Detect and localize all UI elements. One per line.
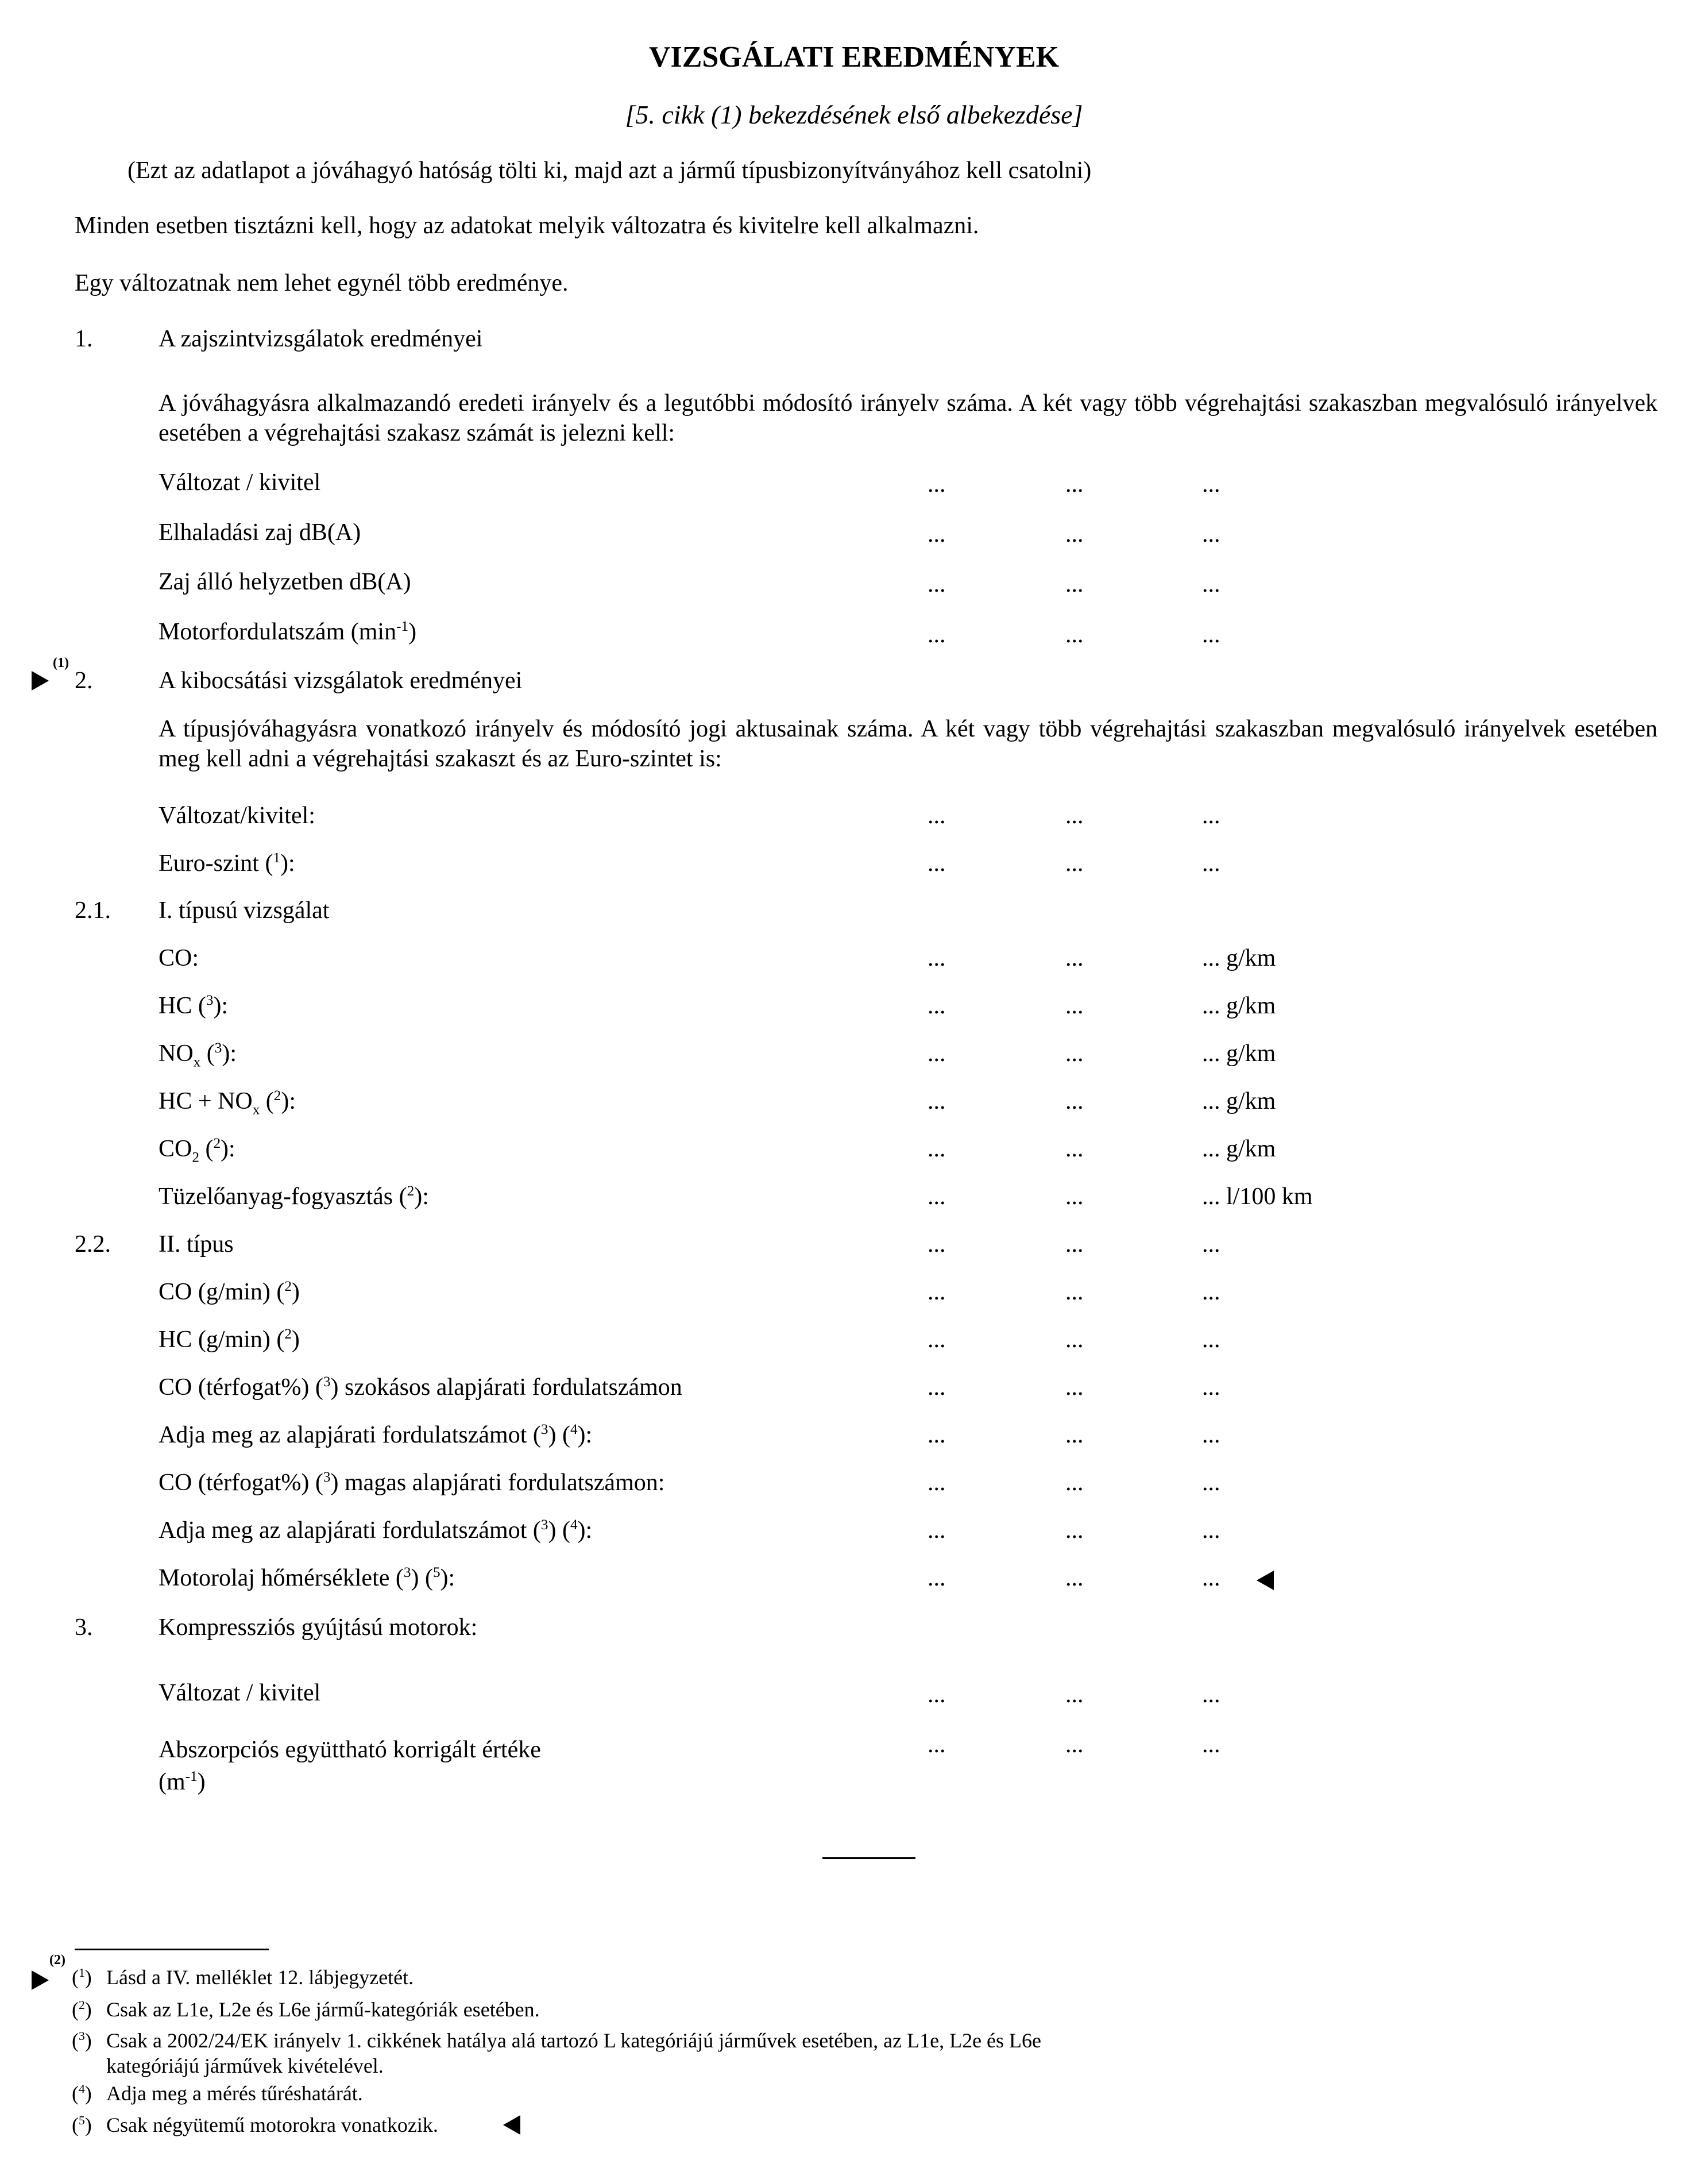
section-1-title: A zajszintvizsgálatok eredményei [159,326,483,352]
s1-stationary-noise-label: Zaj álló helyzetben dB(A) [159,569,411,595]
s21-fuel-dots-2: ... [1065,1183,1084,1210]
footnote-1-text: Lásd a IV. melléklet 12. lábjegyzetét. [106,1966,414,1989]
s21-fuel-unit: ... l/100 km [1202,1183,1313,1210]
page-subtitle: [5. cikk (1) bekezdésének első albekezdése] [625,100,1083,129]
s21-nox-label: $NO_x$ ($^3$): [159,1040,237,1070]
s22-r3-dots-2: ... [1065,1374,1084,1401]
s1-engine-speed-label: Motorfordulatszám $(\min^{-1})$ [159,619,417,645]
s1-r2-dots-1: ... [928,521,946,547]
s1-r2-dots-2: ... [1065,521,1084,547]
s21-fuel-label: Tüzelőanyag-fogyasztás ($^2$): [159,1183,429,1210]
s21-co-dots-2: ... [1065,945,1084,971]
s22-r7-dots-3: ... [1202,1565,1220,1591]
header-note: (Ezt az adatlapot a jóváhagyó hatóság tölti ki, majd azt a jármű típusbizonyítványához kell csatolni) [127,157,1092,184]
s3-abs-dots-2: ... [1065,1731,1084,1758]
s21-hcnox-dots-2: ... [1065,1088,1084,1114]
section-2-2-number: 2.2. [75,1231,111,1258]
s22-title-dots-1: ... [928,1231,946,1258]
s21-co-dots-1: ... [928,945,946,971]
section-2-1-number: 2.1. [75,897,111,924]
s22-idle-speed-label-2: Adja meg az alapjárati fordulatszámot ($^3$) ($^4$): [159,1517,593,1544]
footnote-3-number: ($^3$) [72,2029,92,2052]
s1-r4-dots-3: ... [1202,622,1220,648]
s1-r3-dots-1: ... [928,571,946,597]
page-title: VIZSGÁLATI EREDMÉNYEK [648,41,1060,74]
s22-r2-dots-3: ... [1202,1326,1220,1353]
s22-r6-dots-2: ... [1065,1517,1084,1544]
s22-title-dots-2: ... [1065,1231,1084,1258]
s22-r2-dots-1: ... [928,1326,946,1353]
footnote-2-number: ($^2$) [72,1998,92,2021]
s21-co2-dots-2: ... [1065,1136,1084,1162]
section-1-description: A jóváhagyásra alkalmazandó eredeti irányelv és a legutóbbi módosító irányelv száma. A két vagy több végrehajtási szakaszban megvalósuló irányelvek esetében a végrehajtási szakasz számát is jelezni kell: [159,390,1657,446]
s21-hcnox-dots-1: ... [928,1088,946,1114]
s1-r4-dots-2: ... [1065,622,1084,648]
s21-nox-dots-2: ... [1065,1040,1084,1067]
s21-fuel-dots-1: ... [928,1183,946,1210]
section-2-number: 2. [75,668,93,694]
section-3-number: 3. [75,1614,93,1641]
s21-co-label: CO: [159,945,199,971]
section-end-divider [822,1857,915,1859]
footnote-2-text: Csak az L1e, L2e és L6e jármű-kategóriák esetében. [106,1998,540,2021]
s22-r1-dots-1: ... [928,1279,946,1305]
s22-co-high-idle-label: CO (térfogat%) ($^3$) magas alapjárati fordulatszámon: [159,1469,665,1496]
intro-text-1: Minden esetben tisztázni kell, hogy az adatokat melyik változatra és kivitelre kell alkalmazni. [75,213,979,239]
s22-r3-dots-1: ... [928,1374,946,1401]
s2-variant-dots-3: ... [1202,803,1220,829]
amendment-end-arrow-icon [1257,1571,1274,1590]
s22-oil-temp-label: Motorolaj hőmérséklete ($^3$) ($^5$): [159,1565,455,1591]
section-2-2-title: II. típus [159,1231,234,1258]
s21-co-unit: ... g/km [1202,945,1276,971]
section-3-title: Kompressziós gyújtású motorok: [159,1614,478,1641]
section-2-description: A típusjóváhagyásra vonatkozó irányelv és módosító jogi aktusainak száma. A két vagy több végrehajtási szakaszban megvalósuló irányelvek esetében meg kell adni a végrehajtási szakaszt és az Euro-szintet is: [159,716,1657,772]
s21-hc-label: HC ($^3$): [159,993,229,1019]
footnote-4-number: ($^4$) [72,2082,92,2105]
s22-co-normal-idle-label: CO (térfogat%) ($^3$) szokásos alapjárati fordulatszámon [159,1374,682,1401]
s22-co-gmin-label: CO (g/min) ($^2$) [159,1279,300,1305]
section-2-1-title: I. típusú vizsgálat [159,897,330,924]
s22-idle-speed-label-1: Adja meg az alapjárati fordulatszámot ($^3$) ($^4$): [159,1422,593,1448]
amendment-start-arrow-icon [32,671,49,691]
amendment-marker-2: (2) [49,1953,65,1968]
s22-hc-gmin-label: HC (g/min) ($^2$) [159,1326,300,1353]
s22-r4-dots-3: ... [1202,1422,1220,1448]
s3-absorption-label: Abszorpciós együttható korrigált értéke $(m^{-1})$ [159,1737,541,1795]
s22-r6-dots-1: ... [928,1517,946,1544]
s3-variant-label: Változat / kivitel [159,1680,321,1706]
s22-r7-dots-1: ... [928,1565,946,1591]
s2-variant-dots-2: ... [1065,803,1084,829]
s2-euro-dots-1: ... [928,850,946,877]
footnote-3-text: Csak a 2002/24/EK irányelv 1. cikkének hatálya alá tartozó L kategóriájú járművek esetében, az L1e, L2e és L6e kategóriájú járművek kivételével. [106,2029,1042,2077]
s1-passing-noise-label: Elhaladási zaj dB(A) [159,519,361,546]
footnote-amendment-start-arrow-icon [32,1970,49,1990]
s22-r5-dots-3: ... [1202,1469,1220,1496]
s21-co2-dots-1: ... [928,1136,946,1162]
s1-r1-dots-1: ... [928,471,946,497]
s22-r3-dots-3: ... [1202,1374,1220,1401]
s22-r5-dots-2: ... [1065,1469,1084,1496]
s1-r1-dots-3: ... [1202,471,1220,497]
footnote-5-number: ($^5$) [72,2113,92,2136]
s21-co2-unit: ... g/km [1202,1136,1276,1162]
s22-title-dots-3: ... [1202,1231,1220,1258]
s2-euro-dots-3: ... [1202,850,1220,877]
s22-r6-dots-3: ... [1202,1517,1220,1544]
s1-r2-dots-3: ... [1202,521,1220,547]
s1-r3-dots-2: ... [1065,571,1084,597]
s21-hc-dots-2: ... [1065,993,1084,1019]
s22-r1-dots-2: ... [1065,1279,1084,1305]
s21-hc-dots-1: ... [928,993,946,1019]
s2-euro-level-label: Euro-szint ($^1$): [159,850,295,877]
s3-abs-dots-1: ... [928,1731,946,1758]
s1-r4-dots-1: ... [928,622,946,648]
s22-r4-dots-1: ... [928,1422,946,1448]
s3-variant-dots-1: ... [928,1681,946,1708]
footnote-1-number: ($^1$) [72,1966,92,1989]
s22-r4-dots-2: ... [1065,1422,1084,1448]
amendment-marker-1: (1) [53,655,69,670]
s3-abs-dots-3: ... [1202,1731,1220,1758]
footnote-amendment-end-arrow-icon [503,2115,520,2135]
footnote-divider [75,1949,269,1950]
s2-variant-dots-1: ... [928,803,946,829]
s1-variant-label: Változat / kivitel [159,469,321,496]
s22-r7-dots-2: ... [1065,1565,1084,1591]
s22-r5-dots-1: ... [928,1469,946,1496]
s3-variant-dots-2: ... [1065,1681,1084,1708]
s1-r1-dots-2: ... [1065,471,1084,497]
s21-nox-dots-1: ... [928,1040,946,1067]
s21-hcnox-unit: ... g/km [1202,1088,1276,1114]
intro-text-2: Egy változatnak nem lehet egynél több eredménye. [75,270,569,296]
s21-co2-label: $CO_2$ ($^2$): [159,1136,235,1166]
section-2-title: A kibocsátási vizsgálatok eredményei [159,668,523,694]
footnote-5-text: Csak négyütemű motorokra vonatkozik. [106,2113,438,2136]
s21-hc-nox-label: HC + $NO_x$ ($^2$): [159,1088,296,1118]
s2-euro-dots-2: ... [1065,850,1084,877]
s2-variant-label: Változat/kivitel: [159,803,315,829]
footnote-4-text: Adja meg a mérés tűréshatárát. [106,2082,363,2105]
s1-r3-dots-3: ... [1202,571,1220,597]
s22-r1-dots-3: ... [1202,1279,1220,1305]
s21-hc-unit: ... g/km [1202,993,1276,1019]
section-1-number: 1. [75,326,93,352]
s3-variant-dots-3: ... [1202,1681,1220,1708]
s22-r2-dots-2: ... [1065,1326,1084,1353]
s21-nox-unit: ... g/km [1202,1040,1276,1067]
